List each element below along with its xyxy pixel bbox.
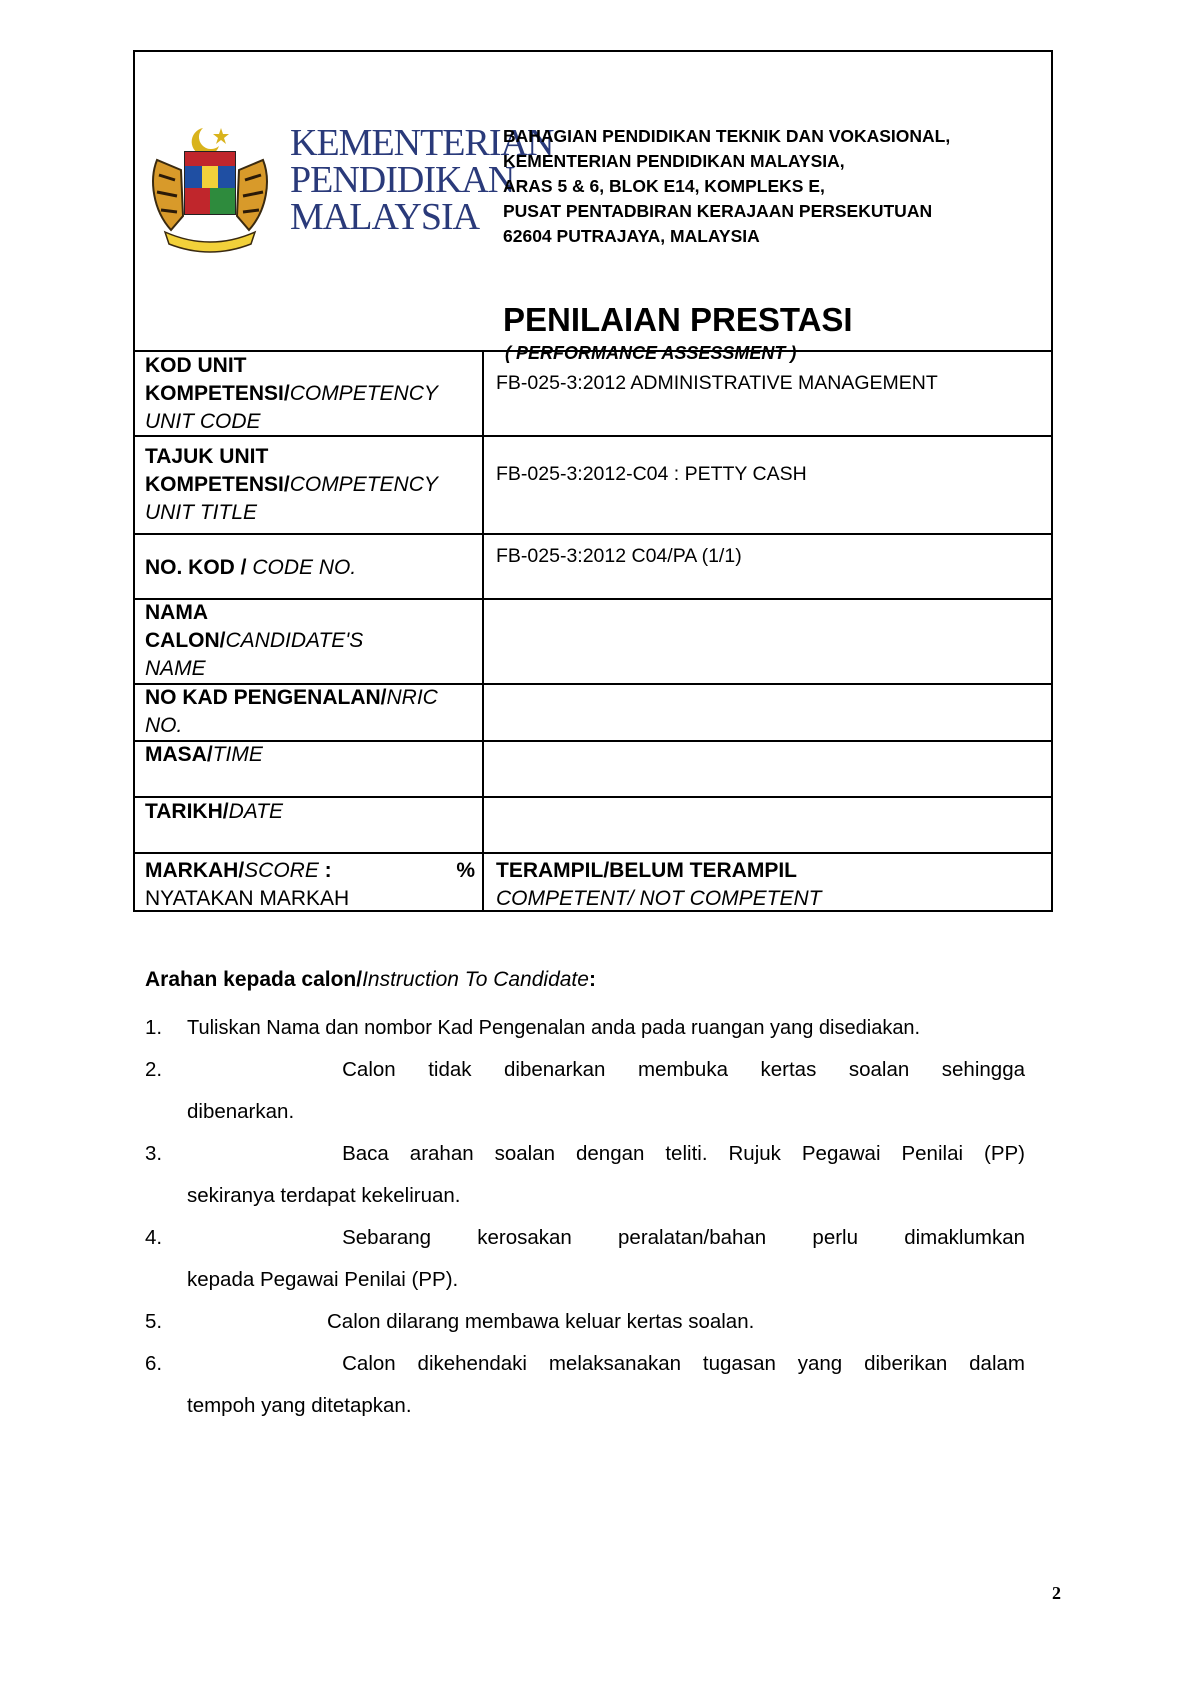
code-no-value: FB-025-3:2012 C04/PA (1/1) bbox=[496, 545, 742, 567]
instruction-item bbox=[145, 1133, 1025, 1217]
logo-line-2: PENDIDIKAN bbox=[290, 159, 515, 201]
instruction-text-continued: kepada Pegawai Penilai (PP). bbox=[187, 1268, 459, 1291]
instruction-item bbox=[145, 1343, 1025, 1427]
page-subtitle: ( PERFORMANCE ASSESSMENT ) bbox=[505, 343, 797, 363]
table-divider bbox=[133, 533, 1053, 535]
malaysia-coat-of-arms-icon bbox=[145, 120, 275, 260]
instruction-text: Calon dilarang membawa keluar kertas soalan. bbox=[327, 1310, 755, 1333]
instruction-number: 5. bbox=[145, 1310, 163, 1333]
nric-label: NO KAD PENGENALAN/NRIC NO. bbox=[145, 686, 438, 737]
address-line: 62604 PUTRAJAYA, MALAYSIA bbox=[503, 226, 760, 246]
page-title: PENILAIAN PRESTASI bbox=[503, 301, 853, 338]
instruction-item bbox=[145, 1049, 1025, 1133]
instruction-text-continued: tempoh yang ditetapkan. bbox=[187, 1394, 412, 1417]
score-note: NYATAKAN MARKAH bbox=[145, 887, 350, 910]
table-column-divider bbox=[482, 350, 484, 912]
unit-title-value: FB-025-3:2012-C04 : PETTY CASH bbox=[496, 463, 807, 485]
logo-line-3: MALAYSIA bbox=[290, 196, 480, 238]
instruction-item bbox=[145, 1007, 1025, 1049]
instruction-text: 6. Calon dikehendaki melaksanakan tugasan yang diberikan dalam bbox=[145, 1352, 1025, 1375]
table-divider bbox=[133, 740, 1053, 742]
ministry-address bbox=[503, 124, 950, 249]
logo-line-1: KEMENTERIAN bbox=[290, 122, 554, 164]
unit-title-label: TAJUK UNIT KOMPETENSI/COMPETENCY UNIT TITLE bbox=[145, 445, 438, 524]
address-line: ARAS 5 & 6, BLOK E14, KOMPLEKS E, bbox=[503, 176, 825, 196]
time-label: MASA/TIME bbox=[145, 743, 263, 766]
score-label: MARKAH/SCORE : % bbox=[145, 857, 475, 885]
competency-label: TERAMPIL/BELUM TERAMPIL bbox=[496, 859, 797, 882]
competency-label-english: COMPETENT/ NOT COMPETENT bbox=[496, 887, 822, 910]
candidate-name-label: NAMA CALON/CANDIDATE'S NAME bbox=[145, 601, 364, 680]
address-line: PUSAT PENTADBIRAN KERAJAAN PERSEKUTUAN bbox=[503, 201, 933, 221]
instruction-item bbox=[145, 1301, 1025, 1343]
date-label: TARIKH/DATE bbox=[145, 800, 284, 823]
unit-code-label: KOD UNIT KOMPETENSI/COMPETENCY UNIT CODE bbox=[145, 354, 438, 433]
instructions-heading: Arahan kepada calon/Instruction To Candidate: bbox=[145, 968, 596, 991]
instruction-number: 1. bbox=[145, 1016, 163, 1039]
unit-code-value: FB-025-3:2012 ADMINISTRATIVE MANAGEMENT bbox=[496, 372, 938, 394]
table-divider bbox=[133, 852, 1053, 854]
page-number: 2 bbox=[1052, 1583, 1061, 1603]
instruction-text: 3. Baca arahan soalan dengan teliti. Rujuk Pegawai Penilai (PP) bbox=[145, 1142, 1025, 1165]
code-no-label: NO. KOD / CODE NO. bbox=[145, 556, 357, 579]
instruction-item bbox=[145, 1217, 1025, 1301]
instruction-text-continued: sekiranya terdapat kekeliruan. bbox=[187, 1184, 461, 1207]
address-line: KEMENTERIAN PENDIDIKAN MALAYSIA, bbox=[503, 151, 845, 171]
instruction-text: 2. Calon tidak dibenarkan membuka kertas soalan sehingga bbox=[145, 1058, 1025, 1081]
address-line: BAHAGIAN PENDIDIKAN TEKNIK DAN VOKASIONAL, bbox=[503, 126, 951, 146]
score-percent: % bbox=[456, 859, 475, 882]
instruction-text: Tuliskan Nama dan nombor Kad Pengenalan anda pada ruangan yang disediakan. bbox=[187, 1017, 921, 1039]
instruction-text-continued: dibenarkan. bbox=[187, 1100, 295, 1123]
instruction-text: 4. Sebarang kerosakan peralatan/bahan perlu dimaklumkan bbox=[145, 1226, 1025, 1249]
